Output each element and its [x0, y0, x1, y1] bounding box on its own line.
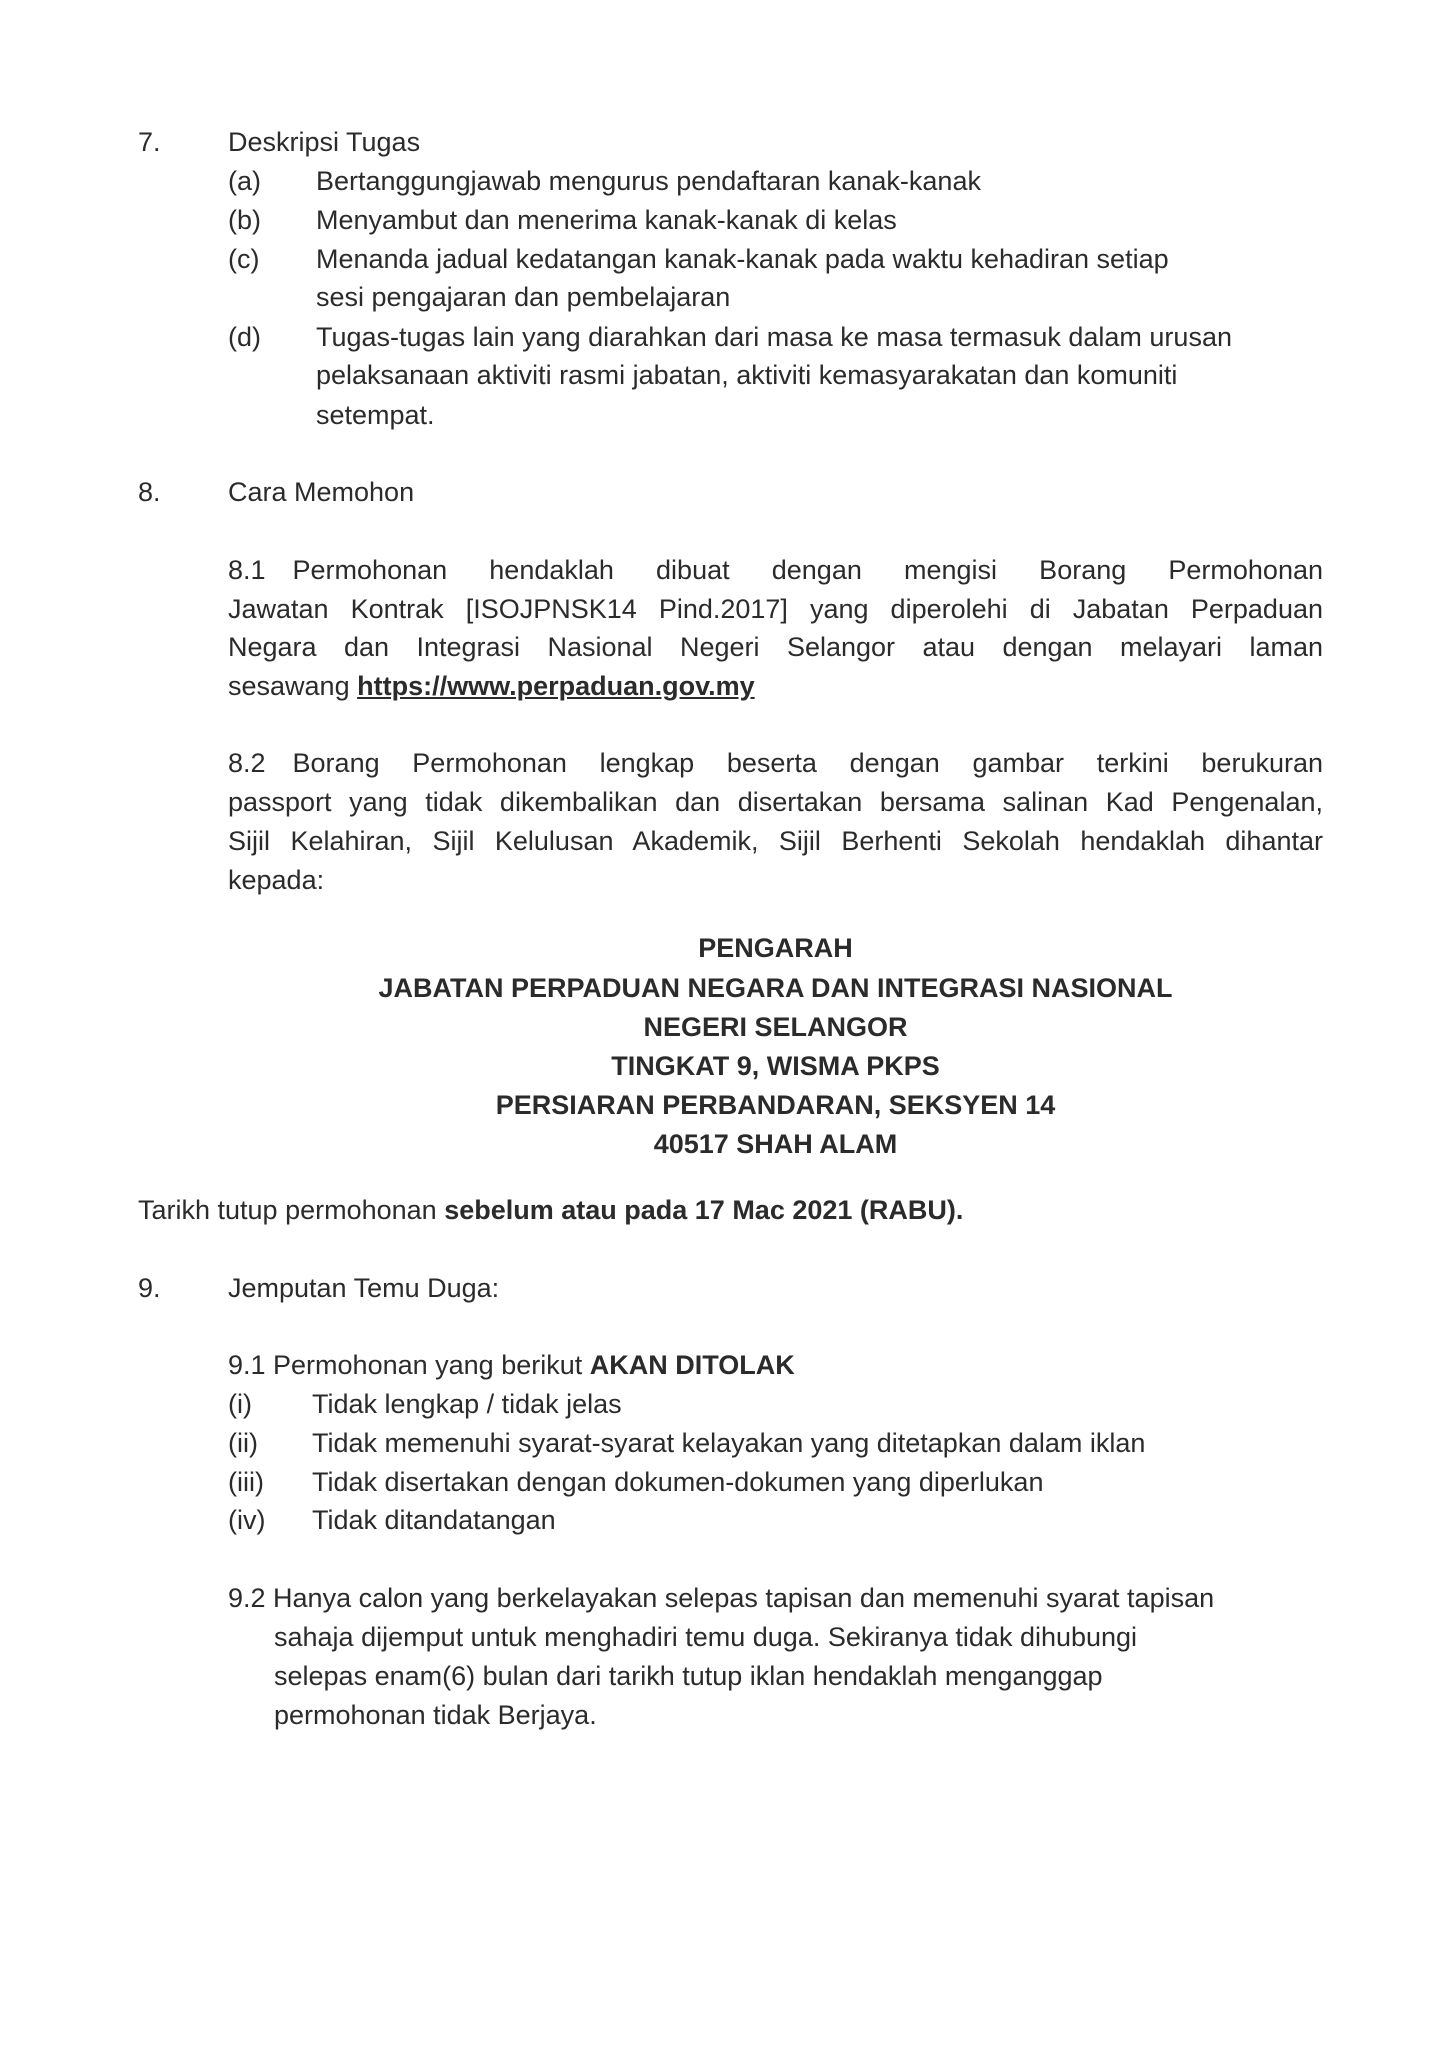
item-c-text-line2: sesi pengajaran dan pembelajaran	[316, 282, 731, 312]
section-9-number: 9.	[138, 1273, 161, 1303]
item-a-text: Bertanggungjawab mengurus pendaftaran kanak-kanak	[316, 166, 981, 196]
reject-item-ii-label: (ii)	[228, 1428, 258, 1458]
para-9-1	[228, 1350, 795, 1381]
address-line-2: JABATAN PERPADUAN NEGARA DAN INTEGRASI NASIONAL	[378, 973, 1173, 1003]
address-line-5: PERSIARAN PERBANDARAN, SEKSYEN 14	[495, 1090, 1056, 1120]
section-9-title: Jemputan Temu Duga:	[228, 1273, 500, 1303]
address-line-6: 40517 SHAH ALAM	[653, 1129, 898, 1159]
item-a-label: (a)	[228, 166, 261, 196]
reject-item-iii-label: (iii)	[228, 1467, 264, 1497]
para-9-2-line4: permohonan tidak Berjaya.	[274, 1700, 597, 1730]
reject-item-iii-text: Tidak disertakan dengan dokumen-dokumen yang diperlukan	[312, 1467, 1044, 1497]
para-8-1-prefix: sesawang	[228, 671, 350, 701]
para-9-2-line2: sahaja dijemput untuk menghadiri temu duga. Sekiranya tidak dihubungi	[274, 1622, 1138, 1652]
section-8-number: 8.	[138, 477, 161, 507]
para-9-2-line1: 9.2 Hanya calon yang berkelayakan selepas tapisan dan memenuhi syarat tapisan	[228, 1583, 1215, 1613]
para-8-2-line1: 8.2 Borang Permohonan lengkap beserta dengan gambar terkini berukuran	[228, 748, 1323, 778]
para-8-1-line3: Negara dan Integrasi Nasional Negeri Selangor atau dengan melayari laman	[228, 632, 1323, 662]
closing-date	[138, 1195, 963, 1226]
para-9-1-bold: AKAN DITOLAK	[589, 1350, 795, 1380]
item-c-text-line1: Menanda jadual kedatangan kanak-kanak pada waktu kehadiran setiap	[316, 244, 1169, 274]
item-d-text-line1: Tugas-tugas lain yang diarahkan dari masa ke masa termasuk dalam urusan	[316, 322, 1232, 352]
reject-item-ii-text: Tidak memenuhi syarat-syarat kelayakan yang ditetapkan dalam iklan	[312, 1428, 1146, 1458]
para-8-1-line2: Jawatan Kontrak [ISOJPNSK14 Pind.2017] yang diperolehi di Jabatan Perpaduan	[228, 594, 1323, 624]
closing-date-value: sebelum atau pada 17 Mac 2021 (RABU).	[444, 1195, 964, 1225]
para-8-2-line2: passport yang tidak dikembalikan dan disertakan bersama salinan Kad Pengenalan,	[228, 787, 1323, 817]
section-8-title: Cara Memohon	[228, 477, 415, 507]
para-8-1-line4	[228, 671, 755, 702]
reject-item-iv-text: Tidak ditandatangan	[312, 1505, 556, 1535]
address-line-4: TINGKAT 9, WISMA PKPS	[611, 1051, 940, 1081]
address-line-1: PENGARAH	[698, 933, 853, 963]
para-9-2-line3: selepas enam(6) bulan dari tarikh tutup iklan hendaklah menganggap	[274, 1661, 1103, 1691]
para-8-2-line3: Sijil Kelahiran, Sijil Kelulusan Akademik, Sijil Berhenti Sekolah hendaklah dihantar	[228, 826, 1323, 856]
item-b-label: (b)	[228, 205, 261, 235]
reject-item-i-text: Tidak lengkap / tidak jelas	[312, 1389, 622, 1419]
para-9-1-prefix: 9.1 Permohonan yang berikut	[228, 1350, 583, 1380]
item-b-text: Menyambut dan menerima kanak-kanak di kelas	[316, 205, 897, 235]
para-8-1-line1: 8.1 Permohonan hendaklah dibuat dengan mengisi Borang Permohonan	[228, 555, 1323, 585]
para-8-2-line4: kepada:	[228, 865, 325, 895]
reject-item-iv-label: (iv)	[228, 1505, 266, 1535]
item-d-text-line2: pelaksanaan aktiviti rasmi jabatan, aktiviti kemasyarakatan dan komuniti	[316, 360, 1178, 390]
address-line-3: NEGERI SELANGOR	[643, 1012, 908, 1042]
website-link[interactable]: https://www.perpaduan.gov.my	[357, 671, 755, 701]
item-c-label: (c)	[228, 244, 260, 274]
section-7-title: Deskripsi Tugas	[228, 127, 421, 157]
section-7-number: 7.	[138, 127, 161, 157]
reject-item-i-label: (i)	[228, 1389, 252, 1419]
closing-date-prefix: Tarikh tutup permohonan	[138, 1195, 437, 1225]
item-d-text-line3: setempat.	[316, 400, 435, 430]
item-d-label: (d)	[228, 322, 261, 352]
